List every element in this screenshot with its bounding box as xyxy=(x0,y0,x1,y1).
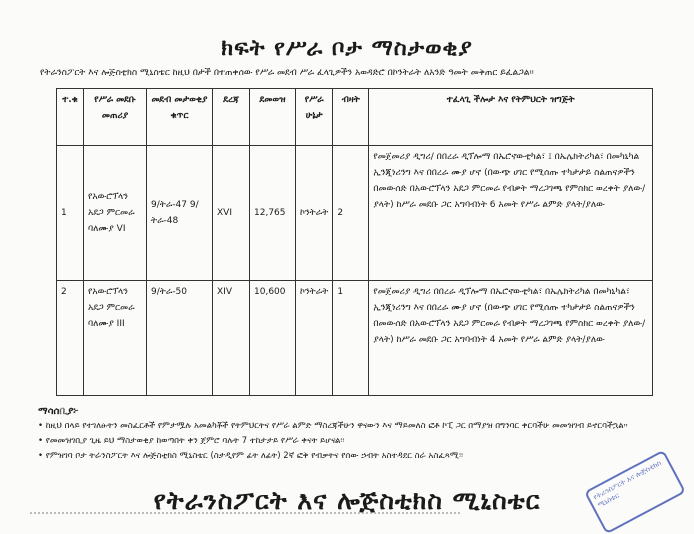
header-requirements: ተፈላጊ ችሎታ እና የትምህርት ዝግጅት xyxy=(369,89,653,146)
header-no: ተ.ቁ xyxy=(57,89,84,146)
table-row xyxy=(57,281,653,396)
stamp-text: የትራንስፖርት እና ሎጅስቲክስ ሚኒስቴር xyxy=(592,458,663,510)
note-item: • ከዚህ በላይ የተገለፁትን መስፈርቶች የምታሟሉ አመልካቾች የትምህርትና የሥራ ልምድ ማስረጃችሁን ዋናውን እና ማይመለስ ፎቶ ኮፒ ጋር በማያዝ በግንባር ቀርባችሁ መመዝገብ ይኖርባችኋል። xyxy=(38,421,628,431)
cell-title: የአውሮፕላን አደጋ ምርመራ ባለሙያ III xyxy=(84,281,147,396)
cell-salary: 12,765 xyxy=(250,146,296,281)
footer-ministry-name: የትራንስፖርት እና ሎጅስቲክስ ሚኒስቴር xyxy=(153,486,541,515)
cell-title: የአውሮፕላን አደጋ ምርመራ ባለሙያ VI xyxy=(84,146,147,281)
cell-no: 2 xyxy=(57,281,84,396)
cell-requirements: የመጀመሪያ ዲግሪ/ በበረራ ዲፕሎማ በኤሮኖውቲካል፣ ፤ በኤሌክትሪካል፣ በመካኒካል ኢንጂነሪንግ እና በበረራ ሙያ ሆኖ (በውጭ ሀገር የሚሰጡ ተካታታይ ስልጠናዎችን በመውሰድ በአውሮፕላን አደጋ ምርመራ የብቃት ማረጋገጫ የምስክር ወረቀት ያለው/ያላት) ከሥራ መደቡ ጋር አግባብነት 6 አመት የሥራ ልምድ ያላት/ያለው xyxy=(369,146,653,281)
table-row xyxy=(57,146,653,281)
cell-requirements: የመጀመሪያ ዲግሪ በበረራ ዲፕሎማ በኤሮኖውቲካል፣ በኤሌክትሪካል በመካኒካል፣ ኢንጂነሪንግ እና በበረራ ሙያ ሆኖ (በውጭ ሀገር የሚሰጡ ተካታታይ ስልጠናዎችን በመውሰድ በአውሮፕላን አደጋ ምርመራ የብቃት ማረጋገጫ የምስክር ወረቀት ያለው/ያላት) ከሥራ መደቡ ጋር አግባብነት 4 አመት የሥራ ልምድ ያላት/ያለው xyxy=(369,281,653,396)
cell-salary: 10,600 xyxy=(250,281,296,396)
cell-qty: 2 xyxy=(333,146,369,281)
page-title: ክፍት የሥራ ቦታ ማስታወቂያ xyxy=(221,36,473,61)
cell-id: 9/ትራ-47 9/ትራ-48 xyxy=(147,146,213,281)
note-item: • የምዝገባ ቦታ ትራንስፖርት እና ሎጅስቲክስ ሚኒስቴር (ስታዲየም ፊት ለፊት) 2ኛ ፎቅ የብቃትና የሰው ኃብት አስተዳደር ስራ አስፈጻሚ፡፡ xyxy=(38,451,463,461)
cell-grade: XIV xyxy=(213,281,250,396)
header-status: የሥራ ሁኔታ xyxy=(296,89,333,146)
notes-heading: ማሳሰቢያ፦ xyxy=(38,406,79,417)
cell-id: 9/ትራ-50 xyxy=(147,281,213,396)
header-qty: ብዛት xyxy=(333,89,369,146)
cell-qty: 1 xyxy=(333,281,369,396)
note-item: • የመመዝገቢያ ጊዜ ይህ ማስታወቂያ ከወጣበት ቀን ጀምሮ ባሉት 7 ተከታታይ የሥራ ቀናት ይሆናል፡፡ xyxy=(38,436,345,446)
intro-text: የትራንስፖርት እና ሎጅስቲክስ ሚኒስቴር ከዚህ በታች በተጠቀሰው የሥራ መደብ ሥራ ፈላጊዎችን አወዳድሮ በኮንትራት ለአንድ ዓመት መቅጠር ይፈልጋል፡፡ xyxy=(40,68,534,78)
header-salary: ደመወዝ xyxy=(250,89,296,146)
cell-status: ኮንትራት xyxy=(296,281,333,396)
cell-no: 1 xyxy=(57,146,84,281)
header-title: የሥራ መደቡ መጠሪያ xyxy=(84,89,147,146)
header-grade: ደረጃ xyxy=(213,89,250,146)
notes-section xyxy=(38,404,658,464)
table-header-row xyxy=(57,89,653,146)
cell-grade: XVI xyxy=(213,146,250,281)
header-id: መደብ መታወቂያ ቁጥር xyxy=(147,89,213,146)
cell-status: ኮንትራት xyxy=(296,146,333,281)
vacancy-table xyxy=(56,88,653,396)
